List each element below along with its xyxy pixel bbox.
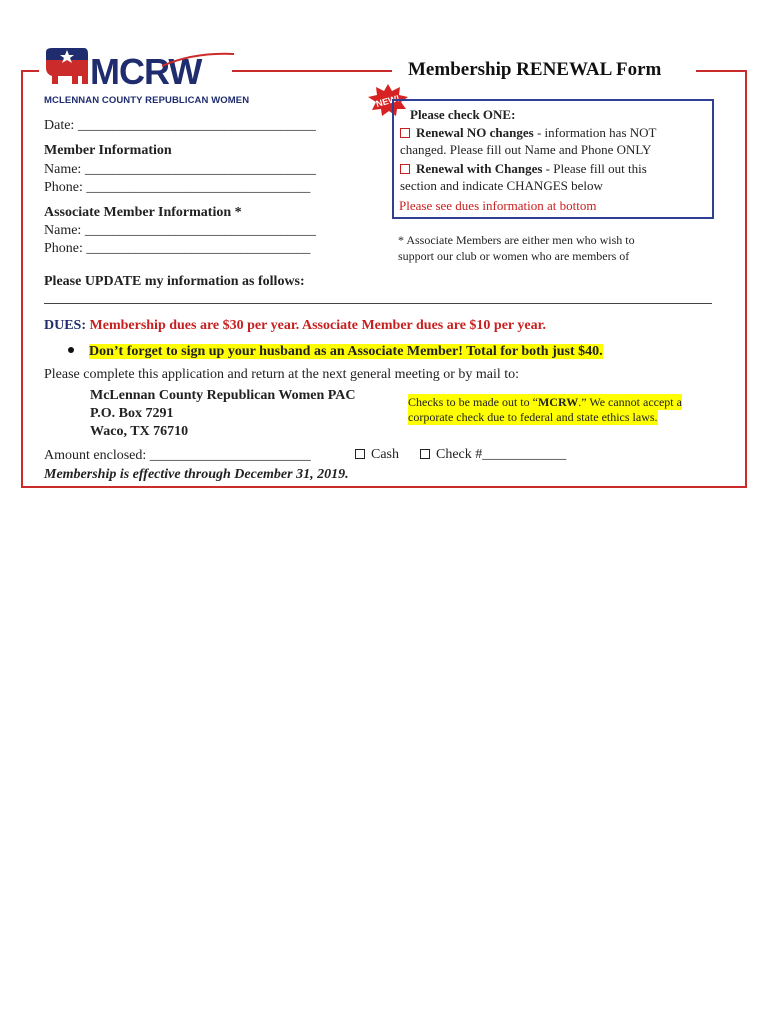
checkbox-icon[interactable] xyxy=(400,128,410,138)
svg-text:NEW!: NEW! xyxy=(374,93,401,109)
associate-note-line1: * Associate Members are either men who wish to xyxy=(398,233,635,247)
associate-phone-field[interactable]: Phone: ________________________________ xyxy=(44,241,311,256)
logo-subtitle: MCLENNAN COUNTY REPUBLICAN WOMEN xyxy=(44,95,250,106)
update-label: Please UPDATE my information as follows: xyxy=(44,274,305,289)
checks-note-line2: corporate check due to federal and state ethics laws. xyxy=(408,410,658,424)
dues-note: Please see dues information at bottom xyxy=(399,198,597,213)
option2-description: section and indicate CHANGES below xyxy=(400,178,603,193)
address-line3: Waco, TX 76710 xyxy=(90,424,189,439)
option-renewal-no-changes[interactable]: Renewal NO changes - information has NOT xyxy=(400,125,656,141)
form-border-top xyxy=(696,70,747,72)
option-renewal-with-changes[interactable]: Renewal with Changes - Please fill out this xyxy=(400,161,647,177)
cash-option[interactable]: Cash xyxy=(355,447,399,463)
associate-note-line2: support our club or women who are members of xyxy=(398,249,630,263)
member-name-field[interactable]: Name: _________________________________ xyxy=(44,162,316,177)
dues-line: DUES: Membership dues are $30 per year. Associate Member dues are $10 per year. xyxy=(44,318,547,333)
update-field[interactable] xyxy=(44,303,712,304)
logo-text: MCRW xyxy=(90,51,202,92)
husband-reminder: Don’t forget to sign up your husband as an Associate Member! Total for both just $40. xyxy=(68,344,603,360)
amount-enclosed-field[interactable]: Amount enclosed: _______________________ xyxy=(44,448,311,463)
checkbox-icon[interactable] xyxy=(420,449,430,459)
form-title: Membership RENEWAL Form xyxy=(408,59,662,80)
associate-info-heading: Associate Member Information * xyxy=(44,205,242,220)
bullet-icon xyxy=(68,347,74,353)
address-line2: P.O. Box 7291 xyxy=(90,406,174,421)
member-phone-field[interactable]: Phone: ________________________________ xyxy=(44,180,311,195)
option1-description: changed. Please fill out Name and Phone ONLY xyxy=(400,142,652,157)
form-border-top xyxy=(21,70,39,72)
mail-instructions: Please complete this application and return at the next general meeting or by mail to: xyxy=(44,367,520,382)
elephant-icon xyxy=(46,48,88,84)
effective-date: Membership is effective through December 31, 2019. xyxy=(44,467,349,482)
address-line1: McLennan County Republican Women PAC xyxy=(90,388,356,403)
checkbox-icon[interactable] xyxy=(400,164,410,174)
member-info-heading: Member Information xyxy=(44,143,172,158)
form-border-top xyxy=(232,70,392,72)
check-one-heading: Please check ONE: xyxy=(410,107,516,122)
date-field[interactable]: Date: __________________________________ xyxy=(44,118,316,133)
associate-name-field[interactable]: Name: _________________________________ xyxy=(44,223,316,238)
check-option[interactable]: Check #____________ xyxy=(420,447,566,463)
checks-note-line1: Checks to be made out to “MCRW.” We cannot accept a xyxy=(408,395,682,409)
checkbox-icon[interactable] xyxy=(355,449,365,459)
